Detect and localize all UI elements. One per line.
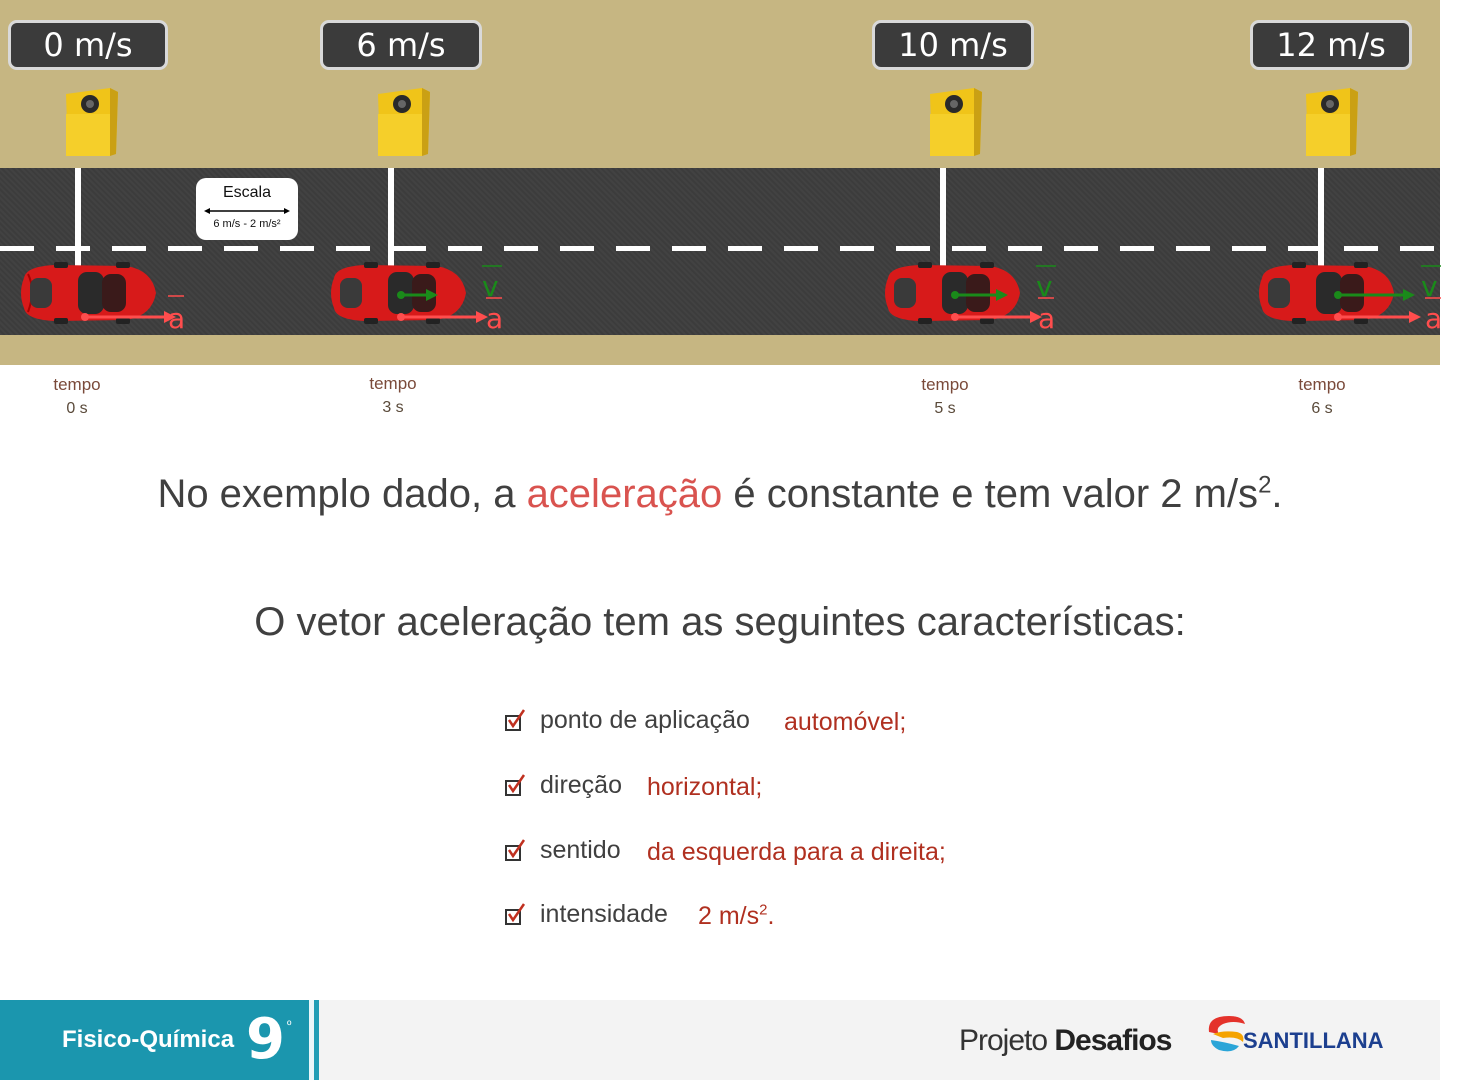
sentence-sup: 2	[1258, 471, 1272, 499]
checkbox-checked-icon	[504, 902, 530, 928]
characteristic-value: horizontal;	[647, 773, 763, 801]
lane-divider	[0, 246, 1440, 251]
speed-badge: 0 m/s	[8, 20, 168, 70]
time-label: tempo	[1298, 375, 1346, 394]
speed-badge: 6 m/s	[320, 20, 482, 70]
sentence-highlight: aceleração	[526, 472, 723, 516]
sentence-after: é constante e tem valor 2 m/s	[722, 472, 1259, 516]
speed-camera-icon	[1302, 84, 1360, 158]
characteristic-key: direção	[540, 771, 622, 799]
time-label: tempo	[53, 375, 101, 394]
acceleration-label: a	[1425, 302, 1443, 335]
footer-brand-panel	[319, 1000, 1440, 1080]
checkbox-checked-icon	[504, 708, 530, 734]
velocity-acceleration-vectors	[396, 262, 536, 342]
characteristic-key: intensidade	[540, 900, 668, 928]
grade-ordinal: º	[287, 1018, 292, 1032]
time-label: tempo	[921, 375, 969, 394]
time-value: 5 s	[934, 400, 956, 417]
checkbox-checked-icon	[504, 838, 530, 864]
characteristic-key: sentido	[540, 836, 621, 864]
time-value: 0 s	[66, 400, 88, 417]
speed-camera-icon	[62, 84, 120, 158]
time-label: tempo	[369, 374, 417, 393]
velocity-label: v	[482, 270, 499, 303]
scale-legend	[196, 178, 298, 240]
characteristic-value	[698, 902, 774, 931]
checkbox-checked-icon	[504, 773, 530, 799]
acceleration-label: a	[168, 302, 186, 335]
scale-text: 6 m/s - 2 m/s²	[213, 218, 281, 230]
sentence-end: .	[1271, 472, 1283, 516]
characteristic-key: ponto de aplicação	[540, 706, 750, 734]
characteristic-value: automóvel;	[784, 708, 907, 736]
time-value: 3 s	[382, 399, 404, 416]
speed-camera-icon	[926, 84, 984, 158]
acceleration-statement	[0, 472, 1440, 517]
speed-camera-icon	[374, 84, 432, 158]
time-value: 6 s	[1311, 400, 1333, 417]
project-brand-light: Projeto	[959, 1024, 1055, 1057]
velocity-acceleration-vectors	[950, 262, 1090, 342]
road-scene	[0, 0, 1443, 365]
acceleration-vector	[80, 262, 220, 342]
speed-badge: 10 m/s	[872, 20, 1034, 70]
grade-number: 9	[246, 1007, 285, 1072]
acceleration-label: a	[1038, 302, 1056, 335]
footer-subject-panel	[0, 1000, 314, 1080]
characteristic-value-sup: 2	[759, 901, 768, 919]
characteristic-value-end: .	[767, 902, 775, 930]
velocity-label: v	[1036, 270, 1053, 303]
double-arrow-icon	[204, 208, 290, 214]
velocity-acceleration-vectors	[1322, 262, 1462, 342]
sentence-before: No exemplo dado, a	[157, 472, 527, 516]
characteristic-value: da esquerda para a direita;	[647, 838, 946, 866]
publisher-brand: SANTILLANA	[1243, 1028, 1384, 1053]
characteristic-value-text: 2 m/s	[698, 902, 760, 930]
project-brand	[959, 1024, 1171, 1058]
velocity-label: v	[1421, 270, 1438, 303]
subject-title: Fisico-Química	[62, 1026, 235, 1053]
characteristics-heading: O vetor aceleração tem as seguintes características:	[254, 600, 1186, 644]
speed-badge: 12 m/s	[1250, 20, 1412, 70]
footer-bar	[0, 1000, 1440, 1080]
scale-title: Escala	[222, 184, 272, 201]
project-brand-bold: Desafios	[1054, 1024, 1172, 1057]
acceleration-label: a	[486, 302, 504, 335]
